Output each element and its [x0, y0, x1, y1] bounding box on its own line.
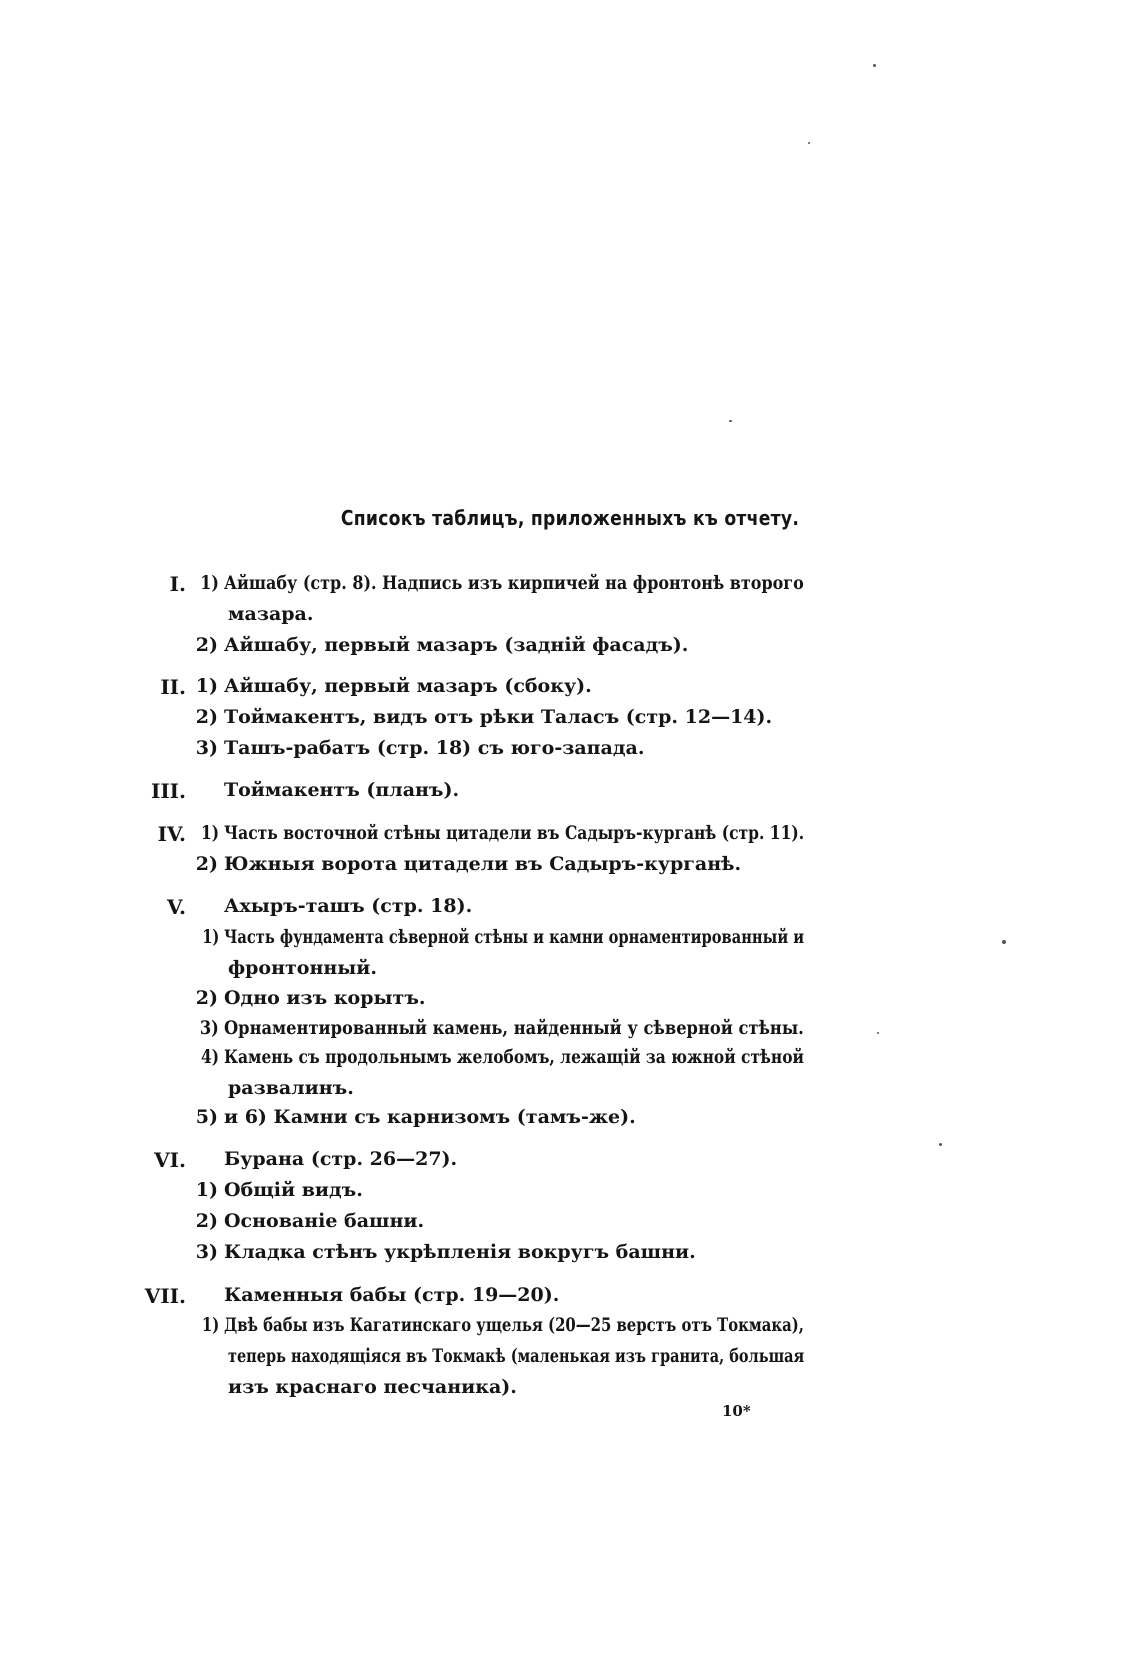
print-speck [877, 1032, 879, 1034]
plate-number: II. [160, 675, 186, 699]
item-text: Одно изъ корытъ. [224, 987, 426, 1009]
item-text: Часть фундамента сѣверной стѣны и камни орнаментированный и [224, 926, 805, 948]
print-speck [729, 420, 732, 422]
page-number: 10* [722, 1402, 751, 1420]
plate-item-line [195, 1106, 636, 1128]
plate-item-line [200, 572, 804, 594]
print-speck [939, 1143, 942, 1146]
page-title: Списокъ таблицъ, приложенныхъ къ отчету. [340, 506, 800, 530]
item-text: и 6) Камни съ карнизомъ (тамъ-же). [224, 1106, 636, 1128]
plate-item-line [224, 779, 459, 801]
item-text: мазара. [228, 603, 314, 625]
plate-item-line [195, 853, 742, 875]
item-text: Бурана (стр. 26—27). [224, 1148, 458, 1170]
item-number: 4) [201, 1046, 220, 1068]
plate-item-line [228, 957, 377, 979]
item-text: Орнаментированный камень, найденный у сѣверной стѣны. [224, 1017, 804, 1039]
item-number: 1) [200, 822, 220, 844]
plate-item-line [228, 1345, 804, 1367]
item-number: 1) [200, 572, 219, 594]
plate-item-line [200, 822, 805, 844]
plate-item-line [224, 895, 472, 917]
print-speck [873, 64, 876, 67]
plate-item-line [228, 603, 313, 625]
plate-item-line [228, 1077, 354, 1099]
item-text: Ташъ-рабатъ (стр. 18) съ юго-запада. [224, 737, 645, 759]
item-number: 2) [195, 634, 218, 656]
item-text: фронтонный. [228, 957, 378, 979]
plate-item-line [195, 1210, 425, 1232]
item-text: Айшабу, первый мазаръ (заднiй фасадъ). [224, 634, 689, 656]
item-text: развалинъ. [228, 1077, 354, 1099]
item-text: Южныя ворота цитадели въ Садыръ-курганѣ. [224, 853, 742, 875]
item-text: Айшабу, первый мазаръ (сбоку). [224, 675, 592, 697]
item-number: 2) [195, 987, 218, 1009]
plate-item-line [224, 1148, 457, 1170]
item-number: 5) [195, 1106, 218, 1128]
item-number: 3) [195, 737, 218, 759]
item-number: 2) [195, 706, 218, 728]
item-text: Каменныя бабы (стр. 19—20). [224, 1284, 560, 1306]
item-text: изъ краснаго песчаника). [228, 1376, 517, 1398]
plate-number: VI. [154, 1148, 186, 1172]
plate-item-line [228, 1376, 517, 1398]
plate-item-line [201, 1314, 804, 1336]
item-text: Тоймакентъ (планъ). [224, 779, 460, 801]
item-number: 1) [195, 675, 218, 697]
plate-item-line [202, 926, 805, 948]
plate-item-line [195, 1241, 696, 1263]
item-text: Камень съ продольнымъ желобомъ, лежащiй за южной стѣной [224, 1046, 804, 1068]
item-number: 2) [195, 1210, 218, 1232]
item-number: 1) [202, 926, 220, 948]
item-text: Двѣ бабы изъ Кагатинскаго ущелья (20—25 верстъ отъ Токмака), [224, 1314, 804, 1336]
plate-number: VII. [144, 1284, 186, 1308]
item-text: Ахыръ-ташъ (стр. 18). [224, 895, 473, 917]
item-text: Айшабу (стр. 8). Надпись изъ кирпичей на фронтонѣ второго [224, 572, 804, 594]
print-speck [808, 142, 810, 144]
plate-item-line [195, 634, 689, 656]
plate-number: V. [167, 895, 186, 919]
item-text: Общiй видъ. [224, 1179, 363, 1201]
plate-item-line [195, 987, 426, 1009]
item-number: 1) [195, 1179, 218, 1201]
plate-item-line [224, 1284, 559, 1306]
plate-item-line [195, 675, 592, 697]
plate-number: III. [150, 779, 186, 803]
item-number: 1) [201, 1314, 220, 1336]
item-number: 3) [195, 1241, 218, 1263]
item-text: Кладка стѣнъ укрѣпленiя вокругъ башни. [224, 1241, 696, 1263]
item-text: Тоймакентъ, видъ отъ рѣки Таласъ (стр. 12—14). [224, 706, 773, 728]
item-number: 2) [195, 853, 218, 875]
plate-number: I. [169, 572, 186, 596]
plate-number: IV. [157, 822, 186, 846]
plate-item-line [201, 1046, 804, 1068]
item-text: Часть восточной стѣны цитадели въ Садыръ-курганѣ (стр. 11). [224, 822, 805, 844]
plate-item-line [195, 706, 773, 728]
item-text: Основанiе башни. [224, 1210, 425, 1232]
plate-item-line [199, 1017, 804, 1039]
plate-item-line [195, 1179, 363, 1201]
print-speck [1002, 940, 1006, 944]
plate-item-line [195, 737, 645, 759]
item-text: теперь находящiяся въ Токмакѣ (маленькая изъ гранита, большая [228, 1345, 805, 1367]
item-number: 3) [199, 1017, 219, 1039]
